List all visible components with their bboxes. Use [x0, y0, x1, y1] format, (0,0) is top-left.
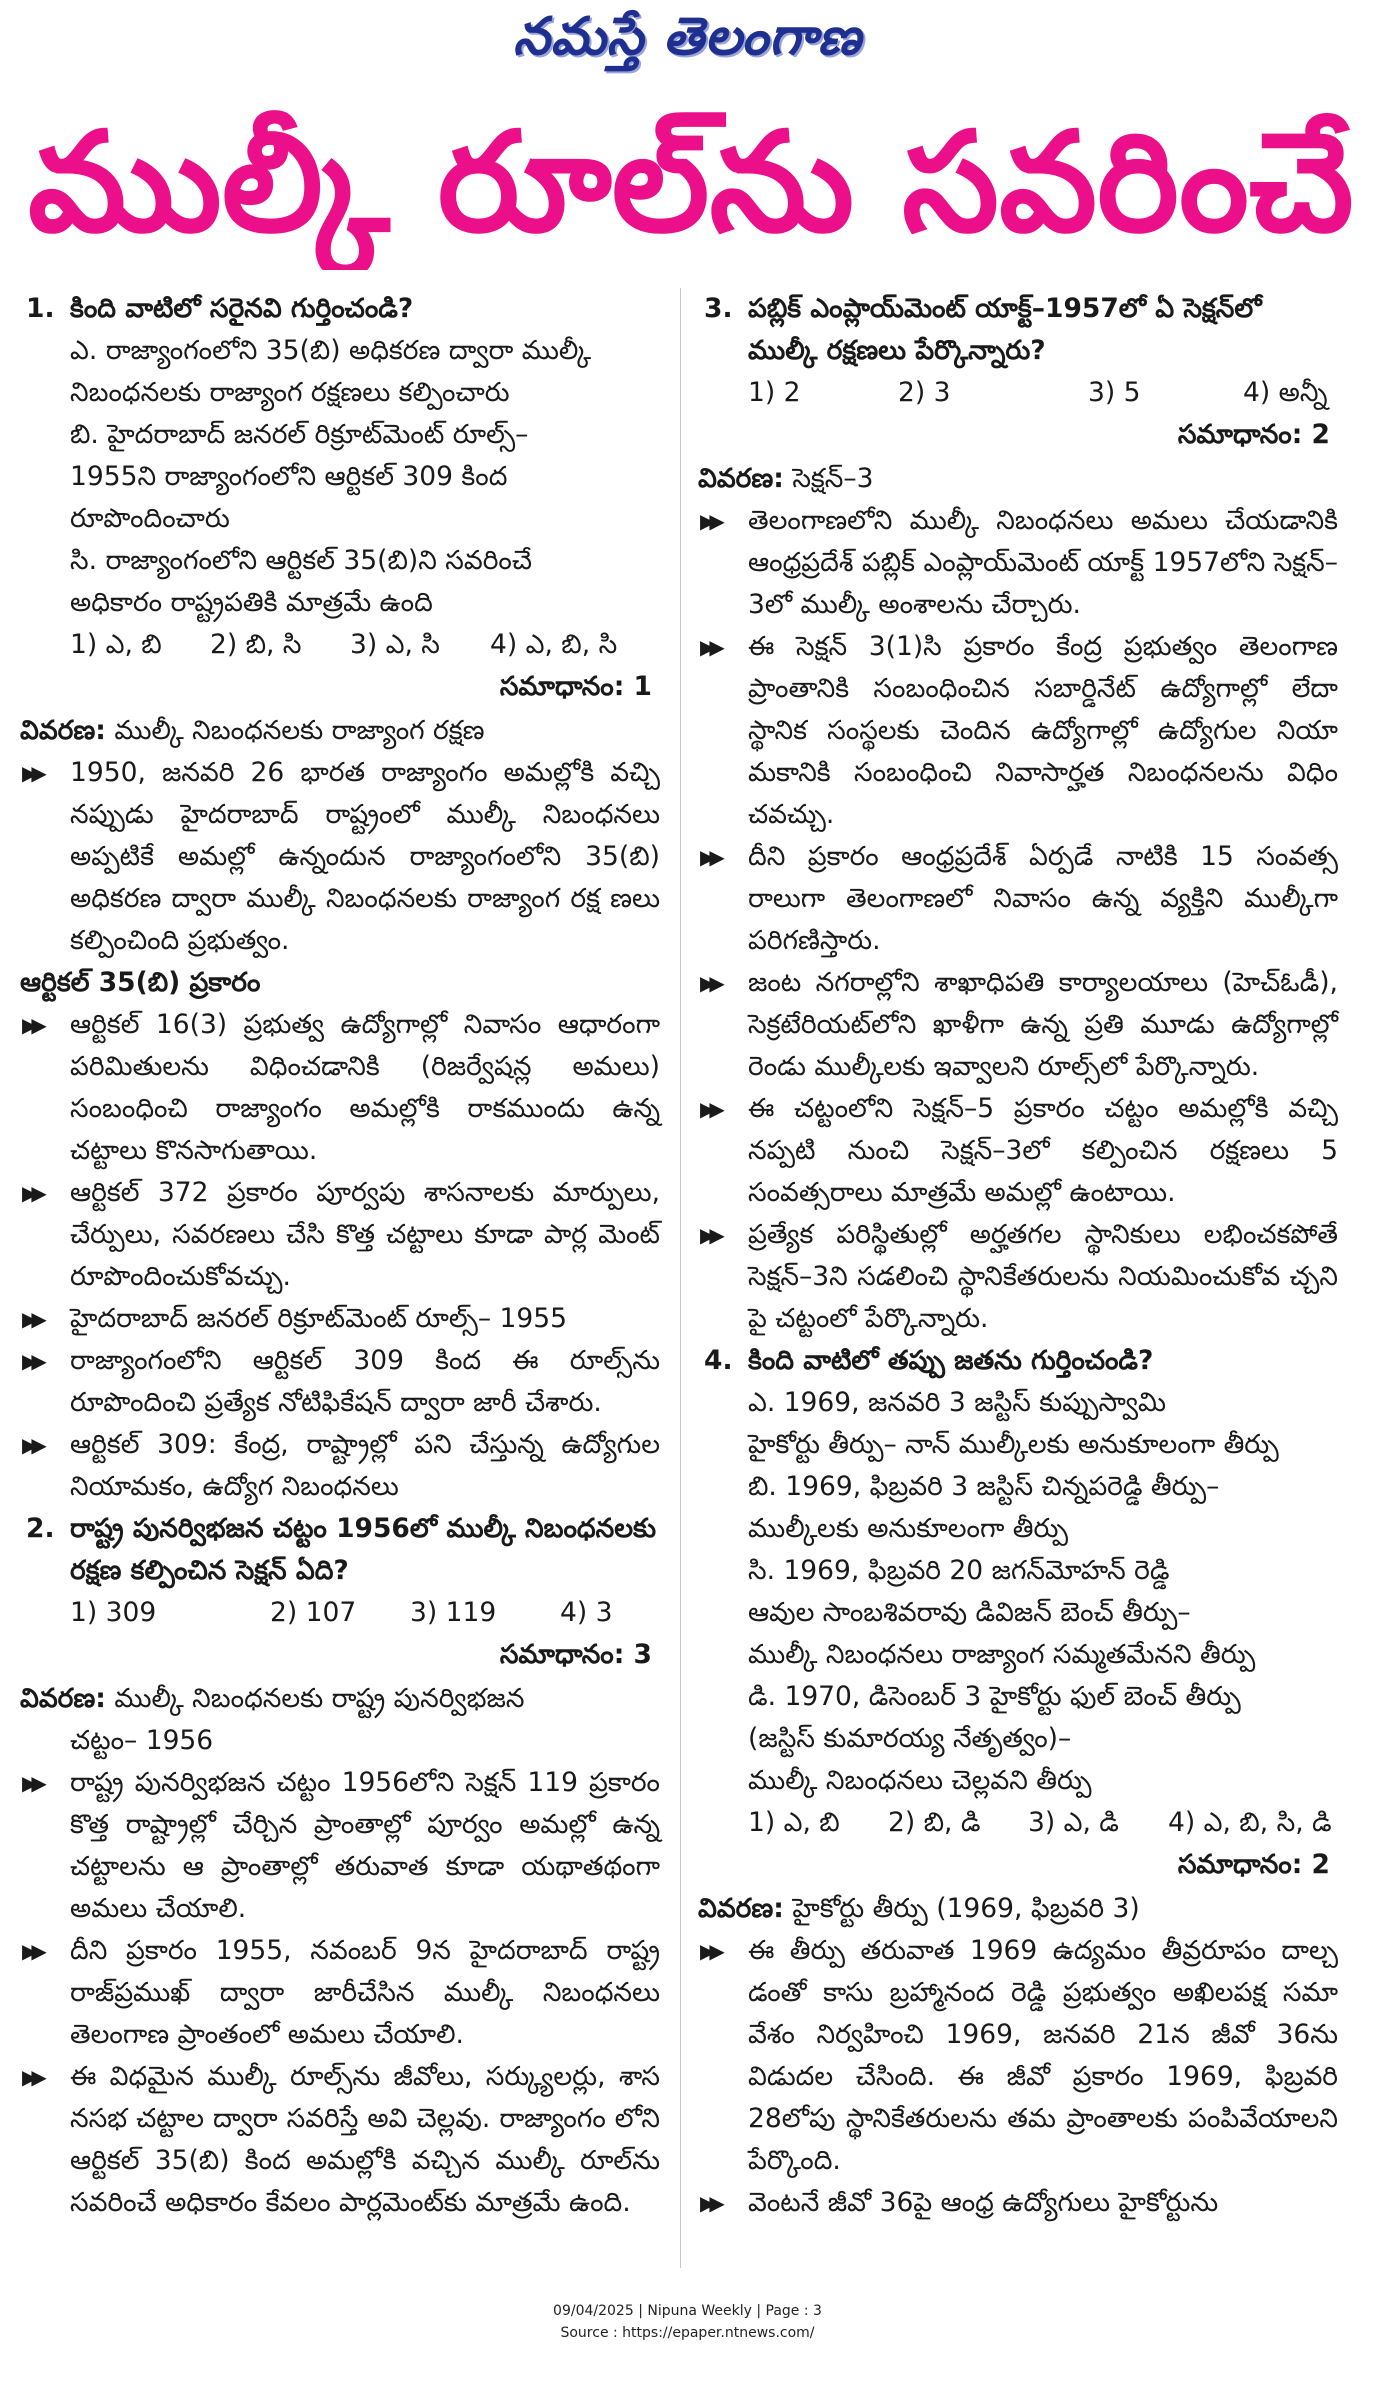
- bullet-item: ▶▶ జంట నగరాల్లోని శాఖాధిపతి కార్యాలయాలు (హెచ్‌ఓడీ), సెక్రటేరియట్‌లోని ఖాళీగా ఉన్న ప్రతి మూడు ఉద్యోగాల్లో రెండు ముల్కీలకు ఇవ్వాలని రూల్స్‌లో పేర్కొన్నారు.: [698, 962, 1338, 1088]
- option: 3) 119: [410, 1597, 497, 1628]
- answer: సమాధానం: 2: [1177, 419, 1330, 450]
- options-row: [698, 372, 1338, 414]
- double-chevron-right-icon: ▶▶: [700, 509, 719, 533]
- option: 1) ఎ, బి: [748, 1807, 840, 1838]
- column-divider: [680, 288, 681, 2268]
- explanation-line: చట్టం– 1956: [70, 1725, 214, 1756]
- double-chevron-right-icon: ▶▶: [22, 1181, 41, 1205]
- option: 2) బి, డి: [888, 1807, 981, 1838]
- bullet-item: ▶▶ ఈ విధమైన ముల్కీ రూల్స్‌ను జీవోలు, సర్క్యులర్లు, శాస నసభ చట్టాల ద్వారా సవరిస్తే అవి చెల్లవు. రాజ్యాంగం లోని ఆర్టికల్ 35(బి) కింద అమల్లోకి వచ్చిన ముల్కీ రూల్‌ను సవరించే అధికారం కేవలం పార్లమెంట్‌కు మాత్రమే ఉంది.: [20, 2056, 660, 2224]
- statement-line: ఆవుల సాంబశివరావు డివిజన్ బెంచ్ తీర్పు–: [748, 1597, 1191, 1628]
- explanation: వివరణ: ముల్కీ నిబంధనలకు రాష్ట్ర పునర్విభజన: [20, 1683, 525, 1714]
- page-footer: [0, 2300, 1375, 2344]
- newspaper-logo: నమస్తే తెలంగాణ: [513, 6, 862, 67]
- statement-line: బి. హైదరాబాద్ జనరల్ రిక్రూట్‌మెంట్ రూల్స్–: [70, 419, 529, 450]
- question-text: కింది వాటిలో సరైనవి గుర్తించండి?: [70, 293, 414, 324]
- options-row: [20, 1592, 660, 1634]
- statement-line: బి. 1969, ఫిబ్రవరి 3 జస్టిస్ చిన్నపరెడ్డి తీర్పు–: [748, 1471, 1220, 1502]
- question-1: 1. కింది వాటిలో సరైనవి గుర్తించండి?: [20, 288, 660, 330]
- option: 1) 2: [748, 377, 801, 408]
- bullet-item: ▶▶ ఈ సెక్షన్ 3(1)సి ప్రకారం కేంద్ర ప్రభుత్వం తెలంగాణ ప్రాంతానికి సంబంధించిన సబార్డినేట్ ఉద్యోగాల్లో లేదా స్థానిక సంస్థలకు చెందిన ఉద్యోగాల్లో ఉద్యోగుల నియా మకానికి సంబంధించి నివాసార్హత నిబంధనలను విధిం చవచ్చు.: [698, 626, 1338, 836]
- option: 3) ఎ, సి: [350, 629, 440, 660]
- article-headline: ముల్కీ రూల్‌ను సవరించే: [28, 102, 1354, 263]
- double-chevron-right-icon: ▶▶: [700, 2191, 719, 2215]
- bullet-item: ▶▶ దీని ప్రకారం 1955, నవంబర్ 9న హైదరాబాద్ రాష్ట్ర రాజ్‌ప్రముఖ్ ద్వారా జారీచేసిన ముల్కీ నిబంధనలు తెలంగాణ ప్రాంతంలో అమలు చేయాలి.: [20, 1930, 660, 2056]
- double-chevron-right-icon: ▶▶: [22, 1349, 41, 1373]
- question-4: 4. కింది వాటిలో తప్పు జతను గుర్తించండి?: [698, 1340, 1338, 1382]
- double-chevron-right-icon: ▶▶: [700, 635, 719, 659]
- options-row: [698, 1802, 1338, 1844]
- question-text: కింది వాటిలో తప్పు జతను గుర్తించండి?: [748, 1345, 1154, 1376]
- option: 1) 309: [70, 1597, 157, 1628]
- double-chevron-right-icon: ▶▶: [22, 2065, 41, 2089]
- bullet-item: ▶▶ ఆర్టికల్ 372 ప్రకారం పూర్వపు శాసనాలకు మార్పులు, చేర్పులు, సవరణలు చేసి కొత్త చట్టాలు కూడా పార్ల మెంట్ రూపొందించుకోవచ్చు.: [20, 1172, 660, 1298]
- double-chevron-right-icon: ▶▶: [22, 1307, 41, 1331]
- bullet-item: ▶▶ ఆర్టికల్ 16(3) ప్రభుత్వ ఉద్యోగాల్లో నివాసం ఆధారంగా పరిమితులను విధించడానికి (రిజర్వేషన్ల అమలు) సంబంధించి రాజ్యాంగం అమల్లోకి రాకముందు ఉన్న చట్టాలు కొనసాగుతాయి.: [20, 1004, 660, 1172]
- question-3: 3. పబ్లిక్ ఎంప్లాయ్‌మెంట్ యాక్ట్–1957లో ఏ సెక్షన్‌లో ముల్కీ రక్షణలు పేర్కొన్నారు?: [698, 288, 1338, 372]
- footer-date-page: 09/04/2025 | Nipuna Weekly | Page : 3: [553, 2303, 822, 2319]
- option: 1) ఎ, బి: [70, 629, 162, 660]
- statement-line: అధికారం రాష్ట్రపతికి మాత్రమే ఉంది: [70, 587, 433, 618]
- double-chevron-right-icon: ▶▶: [700, 1097, 719, 1121]
- bullet-item: ▶▶ రాజ్యాంగంలోని ఆర్టికల్ 309 కింద ఈ రూల్స్‌ను రూపొందించి ప్రత్యేక నోటిఫికేషన్ ద్వారా జారీ చేశారు.: [20, 1340, 660, 1424]
- bullet-item: ▶▶ వెంటనే జీవో 36పై ఆంధ్ర ఉద్యోగులు హైకోర్టును: [698, 2182, 1338, 2224]
- statement-line: ముల్కీలకు అనుకూలంగా తీర్పు: [748, 1513, 1069, 1544]
- statement-line: 1955ని రాజ్యాంగంలోని ఆర్టికల్ 309 కింద: [70, 461, 508, 492]
- statement-line: సి. రాజ్యాంగంలోని ఆర్టికల్ 35(బి)ని సవరించే: [70, 545, 533, 576]
- bullet-item: ▶▶ రాష్ట్ర పునర్విభజన చట్టం 1956లోని సెక్షన్ 119 ప్రకారం కొత్త రాష్ట్రాల్లో చేర్చిన ప్రాంతాల్లో పూర్వం అమల్లో ఉన్న చట్టాలను ఆ ప్రాంతాల్లో తరువాత కూడా యథాతథంగా అమలు చేయాలి.: [20, 1762, 660, 1930]
- options-row: [20, 624, 660, 666]
- double-chevron-right-icon: ▶▶: [700, 971, 719, 995]
- option: 4) 3: [560, 1597, 613, 1628]
- option: 3) 5: [1088, 377, 1141, 408]
- bullet-item: ▶▶ ఈ తీర్పు తరువాత 1969 ఉద్యమం తీవ్రరూపం దాల్చ డంతో కాసు బ్రహ్మానంద రెడ్డి ప్రభుత్వం అఖిలపక్ష సమా వేశం నిర్వహించి 1969, జనవరి 21న జీవో 36ను విడుదల చేసింది. ఈ జీవో ప్రకారం 1969, ఫిబ్రవరి 28లోపు స్థానికేతరులను తమ ప్రాంతాలకు పంపివేయాలని పేర్కొంది.: [698, 1930, 1338, 2182]
- option: 2) 107: [270, 1597, 357, 1628]
- statement-line: హైకోర్టు తీర్పు– నాన్ ముల్కీలకు అనుకూలంగా తీర్పు: [748, 1429, 1279, 1460]
- double-chevron-right-icon: ▶▶: [700, 845, 719, 869]
- statement-line: ఎ. రాజ్యాంగంలోని 35(బి) అధికరణ ద్వారా ముల్కీ: [70, 335, 592, 366]
- explanation: వివరణ: హైకోర్టు తీర్పు (1969, ఫిబ్రవరి 3): [698, 1893, 1140, 1924]
- question-text: పబ్లిక్ ఎంప్లాయ్‌మెంట్ యాక్ట్–1957లో ఏ సెక్షన్‌లో ముల్కీ రక్షణలు పేర్కొన్నారు?: [748, 293, 1262, 366]
- statement-line: డి. 1970, డిసెంబర్ 3 హైకోర్టు ఫుల్ బెంచ్ తీర్పు: [748, 1681, 1241, 1712]
- bullet-item: ▶▶ దీని ప్రకారం ఆంధ్రప్రదేశ్ ఏర్పడే నాటికి 15 సంవత్స రాలుగా తెలంగాణలో నివాసం ఉన్న వ్యక్తిని ముల్కీగా పరిగణిస్తారు.: [698, 836, 1338, 962]
- answer: సమాధానం: 2: [1177, 1849, 1330, 1880]
- double-chevron-right-icon: ▶▶: [22, 1771, 41, 1795]
- double-chevron-right-icon: ▶▶: [22, 1013, 41, 1037]
- statement-line: సి. 1969, ఫిబ్రవరి 20 జగన్‌మోహన్ రెడ్డి: [748, 1555, 1170, 1586]
- bullet-item: ▶▶ ఆర్టికల్ 309: కేంద్ర, రాష్ట్రాల్లో పని చేస్తున్న ఉద్యోగుల నియామకం, ఉద్యోగ నిబంధనలు: [20, 1424, 660, 1508]
- option: 3) ఎ, డి: [1028, 1807, 1119, 1838]
- bullet-item: ▶▶ 1950, జనవరి 26 భారత రాజ్యాంగం అమల్లోకి వచ్చి నప్పుడు హైదరాబాద్ రాష్ట్రంలో ముల్కీ నిబంధనలు అప్పటికే అమల్లో ఉన్నందున రాజ్యాంగంలోని 35(బి) అధికరణ ద్వారా ముల్కీ నిబంధనలకు రాజ్యాంగ రక్ష ణలు కల్పించింది ప్రభుత్వం.: [20, 752, 660, 962]
- option: 4) అన్నీ: [1243, 377, 1328, 408]
- statement-line: ఎ. 1969, జనవరి 3 జస్టిస్ కుప్పుస్వామి: [748, 1387, 1167, 1418]
- sub-heading: ఆర్టికల్ 35(బి) ప్రకారం: [20, 967, 261, 998]
- statement-line: నిబంధనలకు రాజ్యాంగ రక్షణలు కల్పించారు: [70, 377, 510, 408]
- right-column: [698, 288, 1338, 2224]
- left-column: [20, 288, 660, 2224]
- double-chevron-right-icon: ▶▶: [700, 1223, 719, 1247]
- statement-line: రూపొందించారు: [70, 503, 230, 534]
- answer: సమాధానం: 3: [499, 1639, 652, 1670]
- option: 2) బి, సి: [210, 629, 302, 660]
- bullet-item: ▶▶ ప్రత్యేక పరిస్థితుల్లో అర్హతగల స్థానికులు లభించకపోతే సెక్షన్–3ని సడలించి స్థానికేతరులను నియమించుకోవ చ్చని పై చట్టంలో పేర్కొన్నారు.: [698, 1214, 1338, 1340]
- bullet-item: ▶▶ ఈ చట్టంలోని సెక్షన్–5 ప్రకారం చట్టం అమల్లోకి వచ్చి నప్పటి నుంచి సెక్షన్–3లో కల్పించిన రక్షణలు 5 సంవత్సరాలు మాత్రమే అమల్లో ఉంటాయి.: [698, 1088, 1338, 1214]
- masthead: [0, 0, 1375, 80]
- option: 4) ఎ, బి, సి, డి: [1168, 1807, 1332, 1838]
- statement-line: ముల్కీ నిబంధనలు చెల్లవని తీర్పు: [748, 1765, 1092, 1796]
- footer-source[interactable]: Source : https://epaper.ntnews.com/: [560, 2325, 815, 2341]
- double-chevron-right-icon: ▶▶: [22, 761, 41, 785]
- explanation: వివరణ: ముల్కీ నిబంధనలకు రాజ్యాంగ రక్షణ: [20, 715, 485, 746]
- question-2: 2. రాష్ట్ర పునర్విభజన చట్టం 1956లో ముల్కీ నిబంధనలకు రక్షణ కల్పించిన సెక్షన్ ఏది?: [20, 1508, 660, 1592]
- explanation: వివరణ: సెక్షన్–3: [698, 463, 874, 494]
- double-chevron-right-icon: ▶▶: [22, 1939, 41, 1963]
- bullet-item: ▶▶ హైదరాబాద్ జనరల్ రిక్రూట్‌మెంట్ రూల్స్– 1955: [20, 1298, 660, 1340]
- bullet-item: ▶▶ తెలంగాణలోని ముల్కీ నిబంధనలు అమలు చేయడానికి ఆంధ్రప్రదేశ్ పబ్లిక్ ఎంప్లాయ్‌మెంట్ యాక్ట్ 1957లోని సెక్షన్–3లో ముల్కీ అంశాలను చేర్చారు.: [698, 500, 1338, 626]
- option: 4) ఎ, బి, సి: [490, 629, 618, 660]
- option: 2) 3: [898, 377, 951, 408]
- statement-line: (జస్టిస్ కుమారయ్య నేతృత్వం)–: [748, 1723, 1072, 1754]
- statement-line: ముల్కీ నిబంధనలు రాజ్యాంగ సమ్మతమేనని తీర్పు: [748, 1639, 1256, 1670]
- double-chevron-right-icon: ▶▶: [22, 1433, 41, 1457]
- double-chevron-right-icon: ▶▶: [700, 1939, 719, 1963]
- question-text: రాష్ట్ర పునర్విభజన చట్టం 1956లో ముల్కీ నిబంధనలకు రక్షణ కల్పించిన సెక్షన్ ఏది?: [70, 1513, 657, 1586]
- answer: సమాధానం: 1: [499, 671, 652, 702]
